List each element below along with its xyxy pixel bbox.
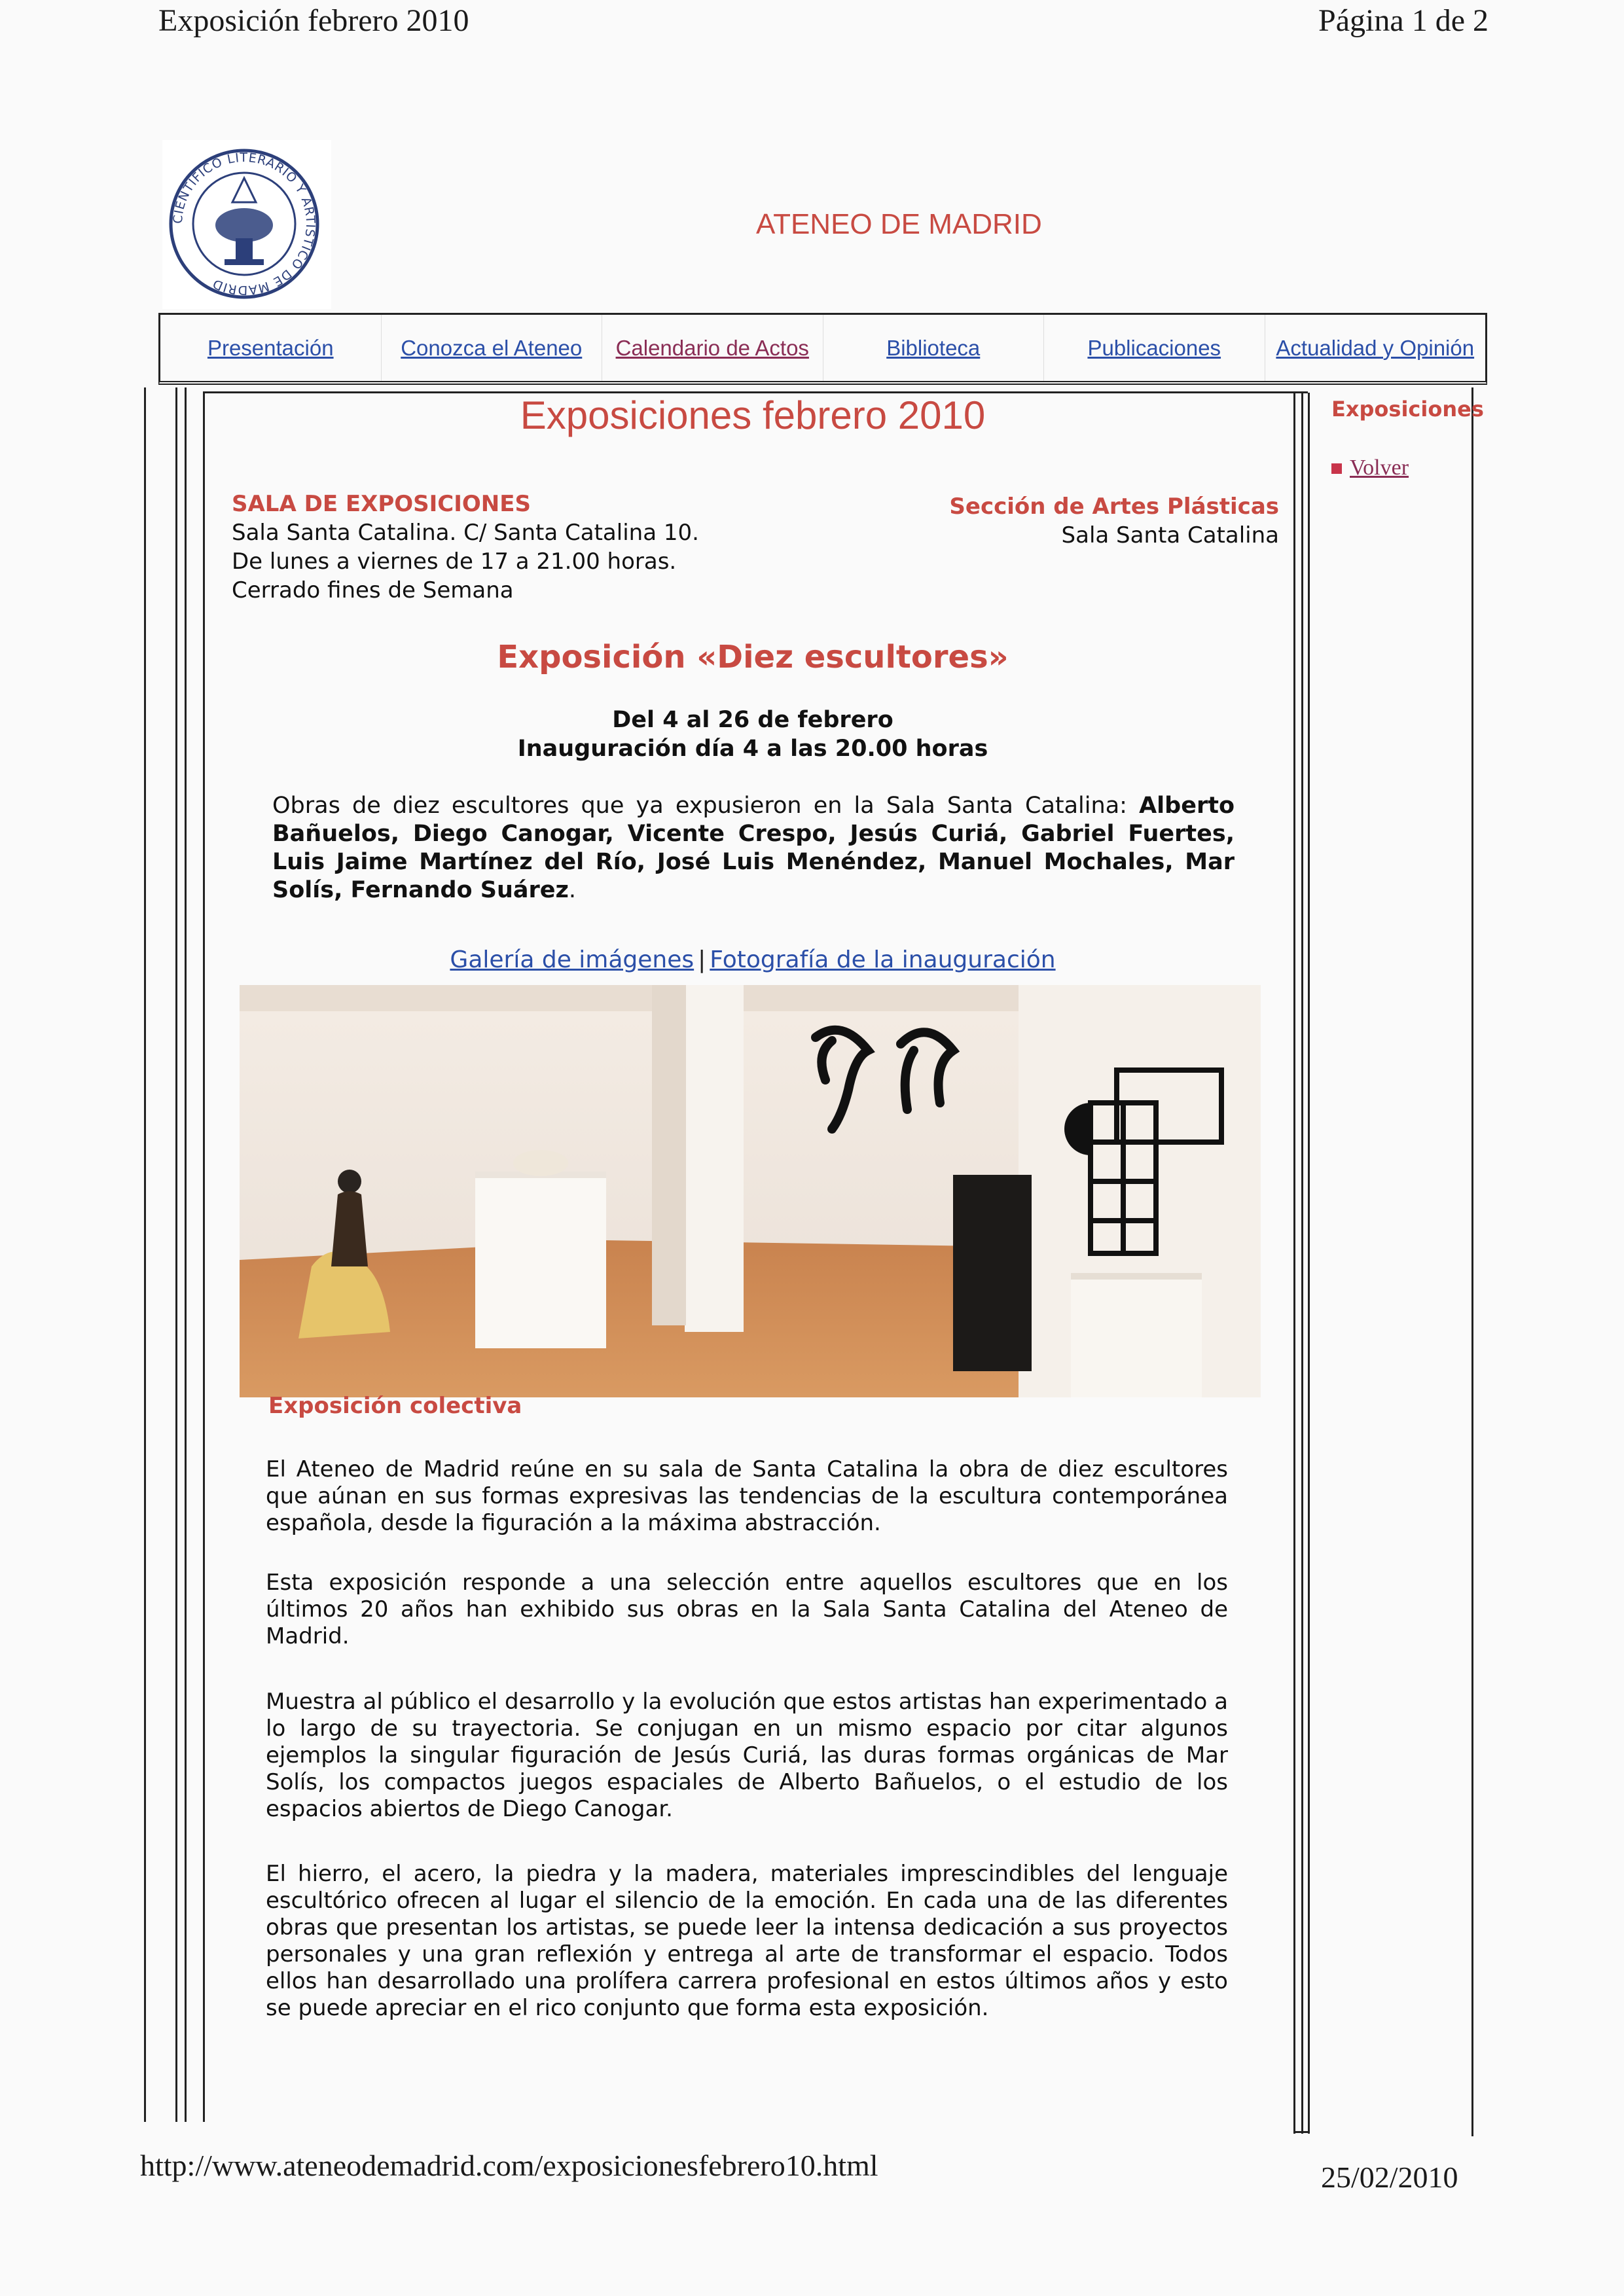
frame-line (1471, 387, 1473, 2136)
nav-presentacion[interactable]: Presentación (160, 315, 382, 381)
main-nav (158, 313, 1487, 385)
sidebar-title: Exposiciones (1331, 397, 1484, 422)
gallery-link[interactable]: Galería de imágenes (450, 946, 695, 973)
opening-date: Inauguración día 4 a las 20.00 horas (517, 736, 988, 762)
intro-prefix: Obras de diez escultores que ya expusieron en la Sala Santa Catalina: (272, 793, 1140, 819)
print-page-number: Página 1 de 2 (1318, 3, 1489, 38)
frame-line (185, 387, 187, 2122)
svg-text:CIENTIFICO LITERARIO Y ARTISTI: CIENTIFICO LITERARIO Y ARTISTICO DE MADRID (170, 150, 318, 298)
venue-line: Cerrado fines de Semana (232, 577, 514, 603)
frame-line (203, 391, 205, 2122)
bullet-icon (1331, 463, 1342, 474)
frame-line (1293, 393, 1295, 2134)
intro-paragraph (272, 792, 1235, 905)
section-line: Sala Santa Catalina (1061, 522, 1279, 548)
artist-list: Alberto Bañuelos, Diego Canogar, Vicente Crespo, Jesús Curiá, Gabriel Fuertes, Luis Jaime Martínez del Río, José Luis Menéndez, Manuel Mochales, Mar Solís, Fernando Suárez (272, 793, 1235, 903)
nav-publicaciones[interactable]: Publicaciones (1044, 315, 1265, 381)
venue-line: Sala Santa Catalina. C/ Santa Catalina 10. (232, 520, 699, 546)
body-paragraph: El hierro, el acero, la piedra y la madera, materiales imprescindibles del lenguaje escultórico ofrecen al lugar el silencio de la emoción. En cada una de las diferentes obras que presentan los artistas, se puede leer la intensa dedicación a sus proyectos personales y una gran reflexión y entrega al arte de transformar el espacio. Todos ellos han desarrollado una prolífera carrera profesional en estos últimos años y esto se puede apreciar en el rico conjunto que forma esta exposición. (266, 1861, 1228, 2021)
exhibition-dates (367, 706, 1139, 763)
venue-heading: SALA DE EXPOSICIONES (232, 491, 531, 517)
page-title: Exposiciones febrero 2010 (520, 393, 986, 437)
frame-line (1308, 393, 1310, 2134)
print-footer-date: 25/02/2010 (1321, 2161, 1458, 2194)
venue-line: De lunes a viernes de 17 a 21.00 horas. (232, 548, 677, 575)
date-range: Del 4 al 26 de febrero (612, 707, 893, 733)
volver-link[interactable]: Volver (1350, 456, 1409, 480)
frame-line (144, 387, 146, 2122)
frame-line (175, 387, 177, 2122)
link-separator: | (698, 946, 706, 973)
sidebar-back-link[interactable] (1331, 454, 1409, 480)
exhibition-title: Exposición «Diez escultores» (497, 639, 1009, 675)
frame-line (1293, 2131, 1309, 2133)
body-paragraph: Esta exposición responde a una selección entre aquellos escultores que en los últimos 20 años han exhibido sus obras en la Sala Santa Catalina del Ateneo de Madrid. (266, 1570, 1228, 1649)
nav-actualidad-y-opinion[interactable]: Actualidad y Opinión (1276, 335, 1475, 360)
site-title: ATENEO DE MADRID (756, 208, 1042, 240)
ateneo-seal-logo[interactable] (162, 140, 331, 309)
intro-suffix: . (568, 877, 577, 903)
body-paragraph: El Ateneo de Madrid reúne en su sala de Santa Catalina la obra de diez escultores que aúnan en sus formas expresivas las tendencias de la escultura contemporánea española, desde la figuración a la máxima abstracción. (266, 1456, 1228, 1536)
frame-line (1301, 393, 1303, 2134)
venue-info (232, 490, 699, 605)
nav-biblioteca[interactable]: Biblioteca (823, 315, 1045, 381)
nav-conozca-el-ateneo[interactable]: Conozca el Ateneo (382, 315, 603, 381)
section-heading: Sección de Artes Plásticas (949, 493, 1279, 520)
exhibition-photo (240, 985, 1261, 1397)
body-paragraph: Muestra al público el desarrollo y la evolución que estos artistas han experimentado a lo largo de su trayectoria. Se conjugan en un mismo espacio por citar algunos ejemplos la singular figuración de Jesús Curiá, las duras formas orgánicas de Mar Solís, los compactos juegos espaciales de Alberto Bañuelos, o el estudio de los espacios abiertos de Diego Canogar. (266, 1689, 1228, 1822)
image-links (367, 946, 1139, 973)
section-info (949, 492, 1279, 550)
opening-photo-link[interactable]: Fotografía de la inauguración (710, 946, 1056, 973)
collective-exhibition-heading: Exposición colectiva (268, 1393, 522, 1419)
print-footer-url: http://www.ateneodemadrid.com/exposicionesfebrero10.html (140, 2149, 878, 2182)
nav-calendario-de-actos[interactable]: Calendario de Actos (602, 315, 823, 381)
print-header-title: Exposición febrero 2010 (158, 3, 469, 38)
